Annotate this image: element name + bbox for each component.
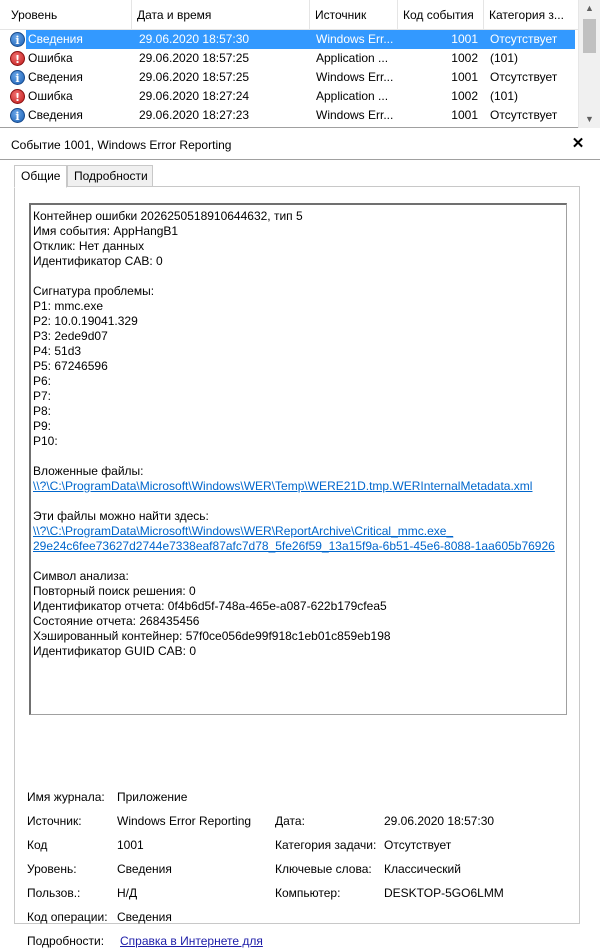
description-line: P8: <box>33 404 52 418</box>
detail-title-bar <box>0 130 600 160</box>
level-cell: Ошибка <box>28 89 73 103</box>
description-line: Эти файлы можно найти здесь: <box>33 509 209 523</box>
online-help-link[interactable]: Справка в Интернете для <box>120 934 263 948</box>
level-label: Уровень: <box>27 862 77 876</box>
column-header-code[interactable]: Код события <box>398 0 484 30</box>
description-line: Символ анализа: <box>33 569 129 583</box>
level-cell: Сведения <box>28 108 83 122</box>
table-row[interactable] <box>0 68 578 87</box>
category-cell: (101) <box>490 51 519 65</box>
description-line: Идентификатор GUID CAB: 0 <box>33 644 197 658</box>
keywords-value: Классический <box>384 862 461 876</box>
table-row[interactable] <box>0 30 578 49</box>
description-line <box>33 554 566 569</box>
opcode-value: Сведения <box>117 910 172 924</box>
description-line: Контейнер ошибки 2026250518910644632, тип 5 <box>33 209 303 223</box>
category-cell: Отсутствует <box>490 108 558 122</box>
description-line: Идентификатор CAB: 0 <box>33 254 163 268</box>
scroll-thumb[interactable] <box>583 19 596 53</box>
description-line: P6: <box>33 374 52 388</box>
description-line: P1: mmc.exe <box>33 299 104 313</box>
date-label: Дата: <box>275 814 305 828</box>
description-line: Отклик: Нет данных <box>33 239 145 253</box>
tab-panel-general <box>14 186 580 948</box>
date-cell: 29.06.2020 18:27:23 <box>139 108 250 122</box>
scroll-up-icon[interactable]: ▲ <box>585 3 594 13</box>
category-cell: Отсутствует <box>490 32 558 46</box>
level-cell: Сведения <box>28 70 83 84</box>
description-line: Вложенные файлы: <box>33 464 144 478</box>
code-cell: 1001 <box>451 32 478 46</box>
event-list <box>0 0 600 128</box>
info-icon: i <box>10 70 25 85</box>
column-header-date[interactable]: Дата и время <box>132 0 310 30</box>
computer-label: Компьютер: <box>275 886 341 900</box>
description-line: P2: 10.0.19041.329 <box>33 314 138 328</box>
source-value: Windows Error Reporting <box>117 814 252 828</box>
date-value: 29.06.2020 18:57:30 <box>384 814 495 828</box>
close-icon[interactable]: ✕ <box>571 135 585 152</box>
description-line: P10: <box>33 434 58 448</box>
code-cell: 1002 <box>451 51 478 65</box>
file-path-link[interactable]: \\?\C:\ProgramData\Microsoft\Windows\WER\Temp\WERE21D.tmp.WERInternalMetadata.xml <box>33 479 533 493</box>
task-category-label: Категория задачи: <box>275 838 377 852</box>
date-cell: 29.06.2020 18:57:25 <box>139 51 250 65</box>
description-line: P7: <box>33 389 52 403</box>
description-line: P5: 67246596 <box>33 359 108 373</box>
code-value: 1001 <box>117 838 144 852</box>
code-label: Код <box>27 838 48 852</box>
error-icon: ! <box>10 89 25 104</box>
log-name-value: Приложение <box>117 790 188 804</box>
category-cell: (101) <box>490 89 519 103</box>
source-cell: Windows Err... <box>316 32 394 46</box>
description-line: P3: 2ede9d07 <box>33 329 108 343</box>
column-header-category[interactable]: Категория з... <box>489 8 564 22</box>
more-info-label: Подробности: <box>27 934 105 948</box>
source-cell: Windows Err... <box>316 70 394 84</box>
user-label: Пользов.: <box>27 886 81 900</box>
description-line: Состояние отчета: 268435456 <box>33 614 200 628</box>
tab-details[interactable]: Подробности <box>67 165 153 187</box>
code-cell: 1001 <box>451 108 478 122</box>
table-row[interactable] <box>0 87 578 106</box>
description-line: Идентификатор отчета: 0f4b6d5f-748a-465e-a087-622b179cfea5 <box>33 599 387 613</box>
level-cell: Ошибка <box>28 51 73 65</box>
level-cell: Сведения <box>28 32 83 46</box>
source-cell: Application ... <box>316 51 389 65</box>
event-detail-pane <box>0 130 600 948</box>
date-cell: 29.06.2020 18:57:30 <box>139 32 250 46</box>
source-label: Источник: <box>27 814 82 828</box>
description-line: Имя события: AppHangB1 <box>33 224 179 238</box>
description-line <box>33 449 566 464</box>
description-line: P9: <box>33 419 52 433</box>
info-icon: i <box>10 108 25 123</box>
list-header <box>0 0 578 30</box>
column-header-level[interactable]: Уровень <box>0 0 132 30</box>
file-path-link[interactable]: 29e24c6fee73627d2744e7338eaf87afc7d78_5fe26f59_13a15f9a-6b51-45e6-8088-1aa605b76926 <box>33 539 555 553</box>
description-line: Хэшированный контейнер: 57f0ce056de99f918c1eb01c859eb198 <box>33 629 391 643</box>
description-line: Сигнатура проблемы: <box>33 284 155 298</box>
scroll-down-icon[interactable]: ▼ <box>585 114 594 124</box>
user-value: Н/Д <box>117 886 138 900</box>
description-line <box>33 269 566 284</box>
date-cell: 29.06.2020 18:27:24 <box>139 89 250 103</box>
description-line: Повторный поиск решения: 0 <box>33 584 196 598</box>
code-cell: 1002 <box>451 89 478 103</box>
event-description[interactable] <box>29 203 567 715</box>
opcode-label: Код операции: <box>27 910 108 924</box>
log-name-label: Имя журнала: <box>27 790 105 804</box>
level-value: Сведения <box>117 862 172 876</box>
computer-value: DESKTOP-5GO6LMM <box>384 886 504 900</box>
task-category-value: Отсутствует <box>384 838 452 852</box>
description-line <box>33 494 566 509</box>
file-path-link[interactable]: \\?\C:\ProgramData\Microsoft\Windows\WER\ReportArchive\Critical_mmc.exe_ <box>33 524 454 538</box>
source-cell: Application ... <box>316 89 389 103</box>
tab-general[interactable]: Общие <box>14 165 67 188</box>
table-row[interactable] <box>0 106 578 125</box>
source-cell: Windows Err... <box>316 108 394 122</box>
description-line: P4: 51d3 <box>33 344 82 358</box>
keywords-label: Ключевые слова: <box>275 862 372 876</box>
date-cell: 29.06.2020 18:57:25 <box>139 70 250 84</box>
error-icon: ! <box>10 51 25 66</box>
table-row[interactable] <box>0 49 578 68</box>
column-header-source[interactable]: Источник <box>310 0 398 30</box>
category-cell: Отсутствует <box>490 70 558 84</box>
list-scrollbar[interactable] <box>578 0 600 128</box>
detail-title: Событие 1001, Windows Error Reporting <box>11 138 232 152</box>
code-cell: 1001 <box>451 70 478 84</box>
info-icon: i <box>10 32 25 47</box>
